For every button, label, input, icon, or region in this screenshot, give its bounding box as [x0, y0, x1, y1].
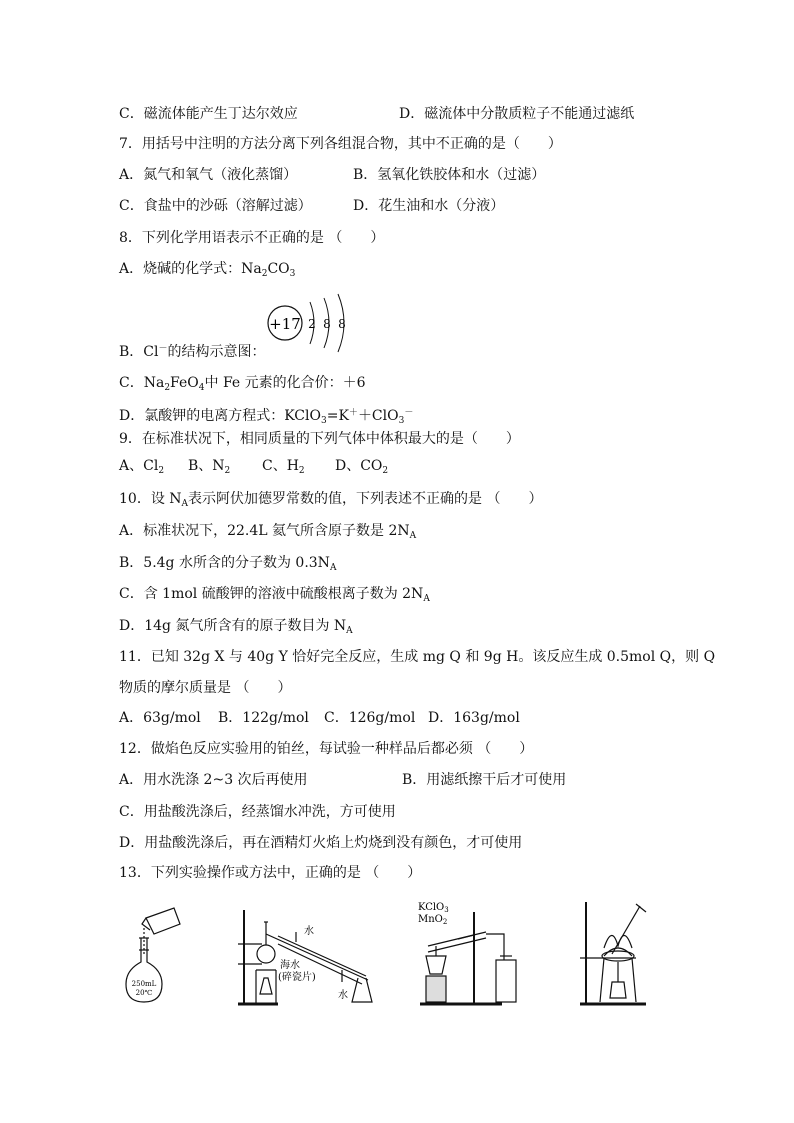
- q7-option-b: B．氢氧化铁胶体和水（过滤）: [353, 167, 546, 183]
- q9-option-b: B、$N_2$: [188, 458, 231, 476]
- distill-water2-label: 水: [338, 990, 348, 1001]
- oxygen-preparation-figure: [414, 898, 524, 1010]
- shell-2-count: 8: [323, 317, 331, 331]
- q9-option-c: C、$H_2$: [262, 458, 305, 476]
- shell-1-count: 2: [308, 317, 316, 331]
- q7-option-c: C．食盐中的沙砾（溶解过滤）: [119, 198, 312, 214]
- q12-option-a: A．用水洗涤 2~3 次后再使用: [119, 772, 308, 788]
- q11-option-b: B．122g/mol: [218, 710, 309, 726]
- q10-option-d: D．14g 氮气所含有的原子数目为 $N_A$: [119, 618, 353, 636]
- mno2-label: MnO$_2$: [418, 914, 448, 926]
- q11-stem-line2: 物质的摩尔质量是 （ ）: [119, 680, 292, 696]
- q11-option-d: D．163g/mol: [428, 710, 520, 726]
- q12-option-d: D．用盐酸洗涤后，再在酒精灯火焰上灼烧到没有颜色，才可使用: [119, 835, 523, 851]
- q10-option-a: A．标准状况下，22.4L 氦气所含原子数是 $2N_A$: [119, 523, 417, 541]
- q11-option-a: A．63g/mol: [119, 710, 201, 726]
- q8-option-a: A．烧碱的化学式：$Na_2CO_3$: [119, 261, 296, 279]
- flask-volume-label: 250mL: [131, 980, 157, 988]
- distill-water-label: 水: [304, 926, 314, 937]
- q10-option-b: B．5.4g 水所含的分子数为 $0.3N_A$: [119, 555, 337, 573]
- distill-chips-label: (碎瓷片): [278, 972, 316, 983]
- q10-stem: 10．设 $N_A$表示阿伏加德罗常数的值，下列表述不正确的是 （ ）: [119, 491, 543, 509]
- q8-stem: 8．下列化学用语表示不正确的是 （ ）: [119, 230, 385, 246]
- q8-option-d: D．氯酸钾的电离方程式：KClO$_3$=K＋＋ClO$_3$－: [119, 408, 414, 426]
- q9-option-d: D、$CO_2$: [335, 458, 389, 476]
- q11-option-c: C．126g/mol: [324, 710, 416, 726]
- q7-option-a: A．氮气和氧气（液化蒸馏）: [119, 167, 298, 183]
- q12-option-c: C．用盐酸洗涤后，经蒸馏水冲洗，方可使用: [119, 804, 396, 820]
- q12-stem: 12．做焰色反应实验用的铂丝，每试验一种样品后都必须 （ ）: [119, 741, 534, 757]
- kclo3-label: KClO$_3$: [418, 902, 449, 914]
- volumetric-flask-figure: [122, 898, 186, 1010]
- distill-seawater-label: 海水: [280, 960, 300, 971]
- q7-option-d: D．花生油和水（分液）: [353, 198, 505, 214]
- q11-stem-line1: 11．已知 32g X 与 40g Y 恰好完全反应，生成 mg Q 和 9g H。该反应生成 0.5mol Q，则 Q: [119, 649, 716, 665]
- q12-option-b: B．用滤纸擦干后才可使用: [402, 772, 567, 788]
- evaporation-figure: [576, 898, 656, 1010]
- q7-stem: 7．用括号中注明的方法分离下列各组混合物，其中不正确的是（ ）: [119, 136, 562, 152]
- flask-temp-label: 20℃: [135, 989, 153, 997]
- q6-option-c: C．磁流体能产生丁达尔效应: [119, 106, 298, 122]
- q9-stem: 9．在标准状况下，相同质量的下列气体中体积最大的是（ ）: [119, 431, 520, 447]
- q9-option-a: A、$Cl_2$: [119, 458, 165, 476]
- q10-option-c: C．含 1mol 硫酸钾的溶液中硫酸根离子数为 $2N_A$: [119, 586, 430, 604]
- shell-3-count: 8: [338, 317, 346, 331]
- nucleus-charge: +17: [269, 315, 301, 333]
- distillation-figure: [234, 898, 380, 1010]
- q8-option-c: C．$Na_2FeO_4$中 Fe 元素的化合价：＋6: [119, 375, 366, 393]
- q6-option-d: D．磁流体中分散质粒子不能通过滤纸: [399, 106, 635, 122]
- q13-stem: 13．下列实验操作或方法中，正确的是 （ ）: [119, 865, 422, 881]
- chloride-ion-structure-diagram: [266, 292, 356, 354]
- q8-option-b: B．Cl－的结构示意图：: [119, 344, 266, 360]
